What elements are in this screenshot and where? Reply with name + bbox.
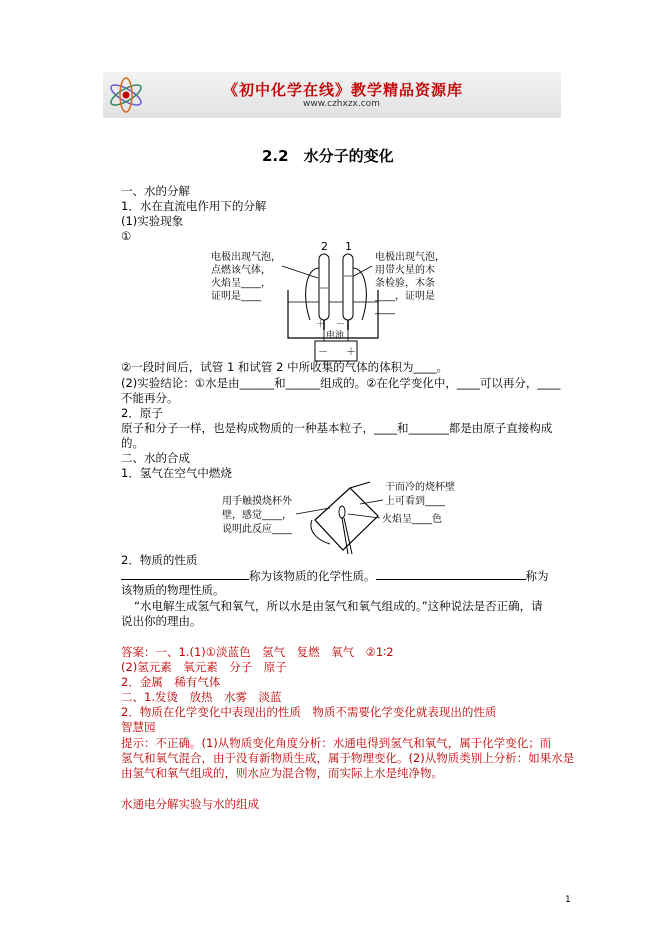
paragraph-properties-cont: 该物质的物理性质。: [121, 583, 225, 597]
fig1-left-line-2: 点燃该气体，: [211, 265, 271, 276]
answer-line-3: 2．金属 稀有气体: [121, 675, 221, 689]
paragraph-question: “水电解生成氢气和氧气，所以水是由氢气和氧气组成的。”这种说法是否正确，请: [134, 599, 543, 613]
blank-physical[interactable]: [376, 568, 526, 580]
answer-line-4: 二、1.发烫 放热 水雾 淡蓝: [121, 690, 282, 704]
answer-line-9: 由氢气和氧气组成的，则水应为混合物，而实际上水是纯净物。: [121, 766, 443, 780]
fig2-left-line-2: 壁，感觉____，: [222, 510, 292, 521]
tube-1-label: 1: [345, 240, 352, 253]
subheading-electrolysis: 1．水在直流电作用下的分解: [121, 199, 267, 213]
answer-line-8: 氢气和氧气混合，由于没有新物质生成，属于物理变化。(2)从物质类别上分析：如果水是: [121, 751, 575, 765]
subheading-properties: 2．物质的性质: [121, 553, 198, 567]
blank-chemical[interactable]: [121, 568, 249, 580]
paragraph-atom: 原子和分子一样，也是构成物质的一种基本粒子，____和_______都是由原子直接构成: [121, 421, 553, 435]
answer-line-1: 答案：一、1.(1)①淡蓝色 氢气 复燃 氧气 ②1∶2: [121, 645, 394, 659]
fig1-right-line-1: 电极出现气泡，: [375, 252, 445, 263]
page-number: 1: [565, 895, 571, 905]
fig1-right-line-2: 用带火星的木: [375, 265, 435, 276]
fig2-right-line-3: 火焰呈____色: [382, 514, 442, 525]
paragraph-atom-cont: 的。: [121, 436, 144, 450]
fig2-left-line-1: 用手触摸烧杯外: [222, 496, 292, 507]
subheading-hydrogen: 1．氢气在空气中燃烧: [121, 466, 232, 480]
answer-line-6: 智慧园: [121, 720, 156, 734]
banner-title: 《初中化学在线》教学精品资源库: [223, 81, 464, 99]
atom-logo-icon: [105, 74, 147, 116]
banner-url: www.czhxzx.com: [303, 99, 380, 109]
section-heading-2: 二、水的合成: [121, 451, 190, 465]
paragraph-properties: [121, 568, 549, 584]
fig2-right-line-2: 上可看到____: [385, 496, 445, 507]
fig2-right-line-1: 干而冷的烧杯壁: [385, 482, 455, 493]
fig1-right-line-5: ____: [375, 304, 395, 315]
page-title: 2.2 水分子的变化: [262, 147, 394, 165]
battery-label: 电池: [326, 331, 345, 341]
paragraph-conclusion: (2)实验结论：①水是由______和______组成的。②在化学变化中，____可以再分，____: [121, 376, 561, 390]
paragraph-question-cont: 说出你的理由。: [121, 614, 202, 628]
paragraph-conclusion-cont: 不能再分。: [121, 391, 179, 405]
answer-line-2: (2)氢元素 氧元素 分子 原子: [121, 660, 287, 674]
answer-line-10: 水通电分解实验与水的组成: [121, 797, 259, 811]
electrode-plus-label: ＋: [316, 320, 326, 330]
hydrogen-combustion-diagram: [220, 478, 480, 558]
battery-minus: －: [318, 347, 328, 358]
battery-plus: ＋: [346, 347, 356, 358]
paragraph-volume: ②一段时间后，试管 1 和试管 2 中所收集的气体的体积为____。: [121, 360, 449, 374]
header-banner: [103, 72, 561, 118]
fig1-left-line-4: 证明是____: [211, 291, 261, 302]
fig1-right-line-3: 条检验，木条: [375, 278, 435, 289]
properties-end-text: 称为: [525, 569, 549, 583]
answer-line-5: 2．物质在化学变化中表现出的性质 物质不需要化学变化就表现出的性质: [121, 705, 497, 719]
fig1-left-line-1: 电极出现气泡，: [211, 252, 281, 263]
tube-2-label: 2: [321, 240, 328, 253]
fig2-left-line-3: 说明此反应____: [222, 524, 292, 535]
item-marker-1: ①: [121, 229, 132, 243]
fig1-left-line-3: 火焰呈____，: [211, 278, 271, 289]
electrode-minus-label: －: [336, 320, 346, 330]
electrolysis-diagram: [210, 238, 480, 363]
subheading-atom: 2．原子: [121, 406, 163, 420]
properties-chemical-text: 称为该物质的化学性质。: [249, 569, 376, 583]
subheading-phenomenon: (1)实验现象: [121, 214, 184, 228]
answer-line-7: 提示：不正确。(1)从物质变化角度分析：水通电得到氢气和氧气，属于化学变化；而: [121, 736, 552, 750]
fig1-right-line-4: ____，证明是: [375, 291, 435, 302]
section-heading-1: 一、水的分解: [121, 184, 190, 198]
